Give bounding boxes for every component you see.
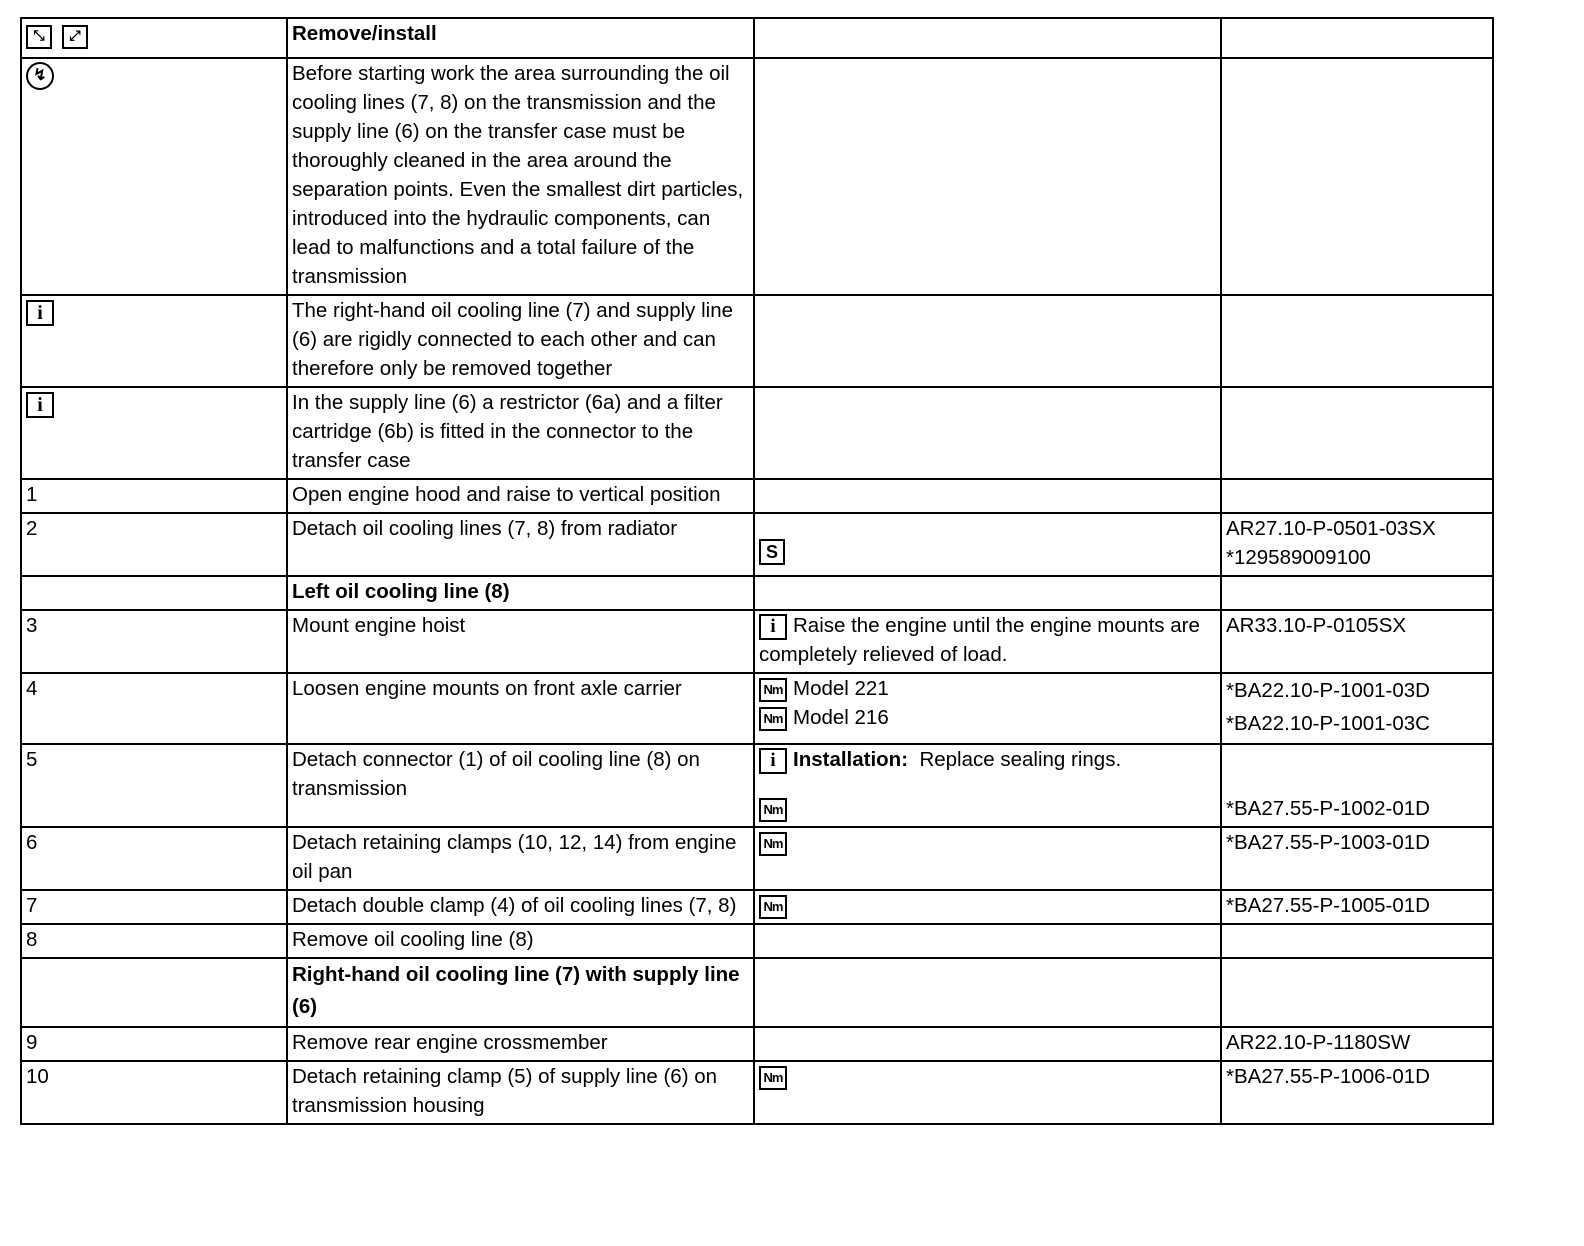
- empty-cell: [754, 387, 1221, 479]
- step-refs-cell: [1221, 673, 1493, 744]
- empty-cell: [754, 479, 1221, 513]
- step-number: 2: [21, 513, 287, 576]
- step-refs-cell: [1221, 610, 1493, 673]
- section-row: [21, 576, 1493, 610]
- step-number: 10: [21, 1061, 287, 1124]
- step-number: 6: [21, 827, 287, 890]
- step-row: [21, 1027, 1493, 1061]
- empty-cell: [1221, 387, 1493, 479]
- step-row: [21, 513, 1493, 576]
- torque-icon[interactable]: Nm: [759, 707, 787, 731]
- step-number: 7: [21, 890, 287, 924]
- empty-cell: [1221, 576, 1493, 610]
- step-row: [21, 1061, 1493, 1124]
- step-text: Remove rear engine crossmember: [287, 1027, 754, 1061]
- note-row: [21, 387, 1493, 479]
- step-text: Remove oil cooling line (8): [287, 924, 754, 958]
- step-number: 5: [21, 744, 287, 827]
- reference-link[interactable]: *BA27.55-P-1003-01D: [1226, 831, 1430, 854]
- step-row: [21, 890, 1493, 924]
- empty-cell: [21, 576, 287, 610]
- torque-icon[interactable]: Nm: [759, 1066, 787, 1090]
- empty-cell: [1221, 58, 1493, 295]
- step-number: 9: [21, 1027, 287, 1061]
- step-row: [21, 479, 1493, 513]
- step-row: [21, 610, 1493, 673]
- procedure-table: [20, 17, 1494, 1125]
- step-number: 4: [21, 673, 287, 744]
- step-number: 3: [21, 610, 287, 673]
- info-icon: i: [759, 748, 787, 774]
- step-row: [21, 673, 1493, 744]
- reference-link[interactable]: AR27.10-P-0501-03SX: [1226, 517, 1436, 540]
- step-notes-cell: [754, 890, 1221, 924]
- empty-cell: [1221, 924, 1493, 958]
- step-text: Detach double clamp (4) of oil cooling lines (7, 8): [287, 890, 754, 924]
- torque-icon[interactable]: Nm: [759, 798, 787, 822]
- empty-cell: [754, 58, 1221, 295]
- reference-link[interactable]: AR33.10-P-0105SX: [1226, 614, 1407, 637]
- step-refs-cell: [1221, 1027, 1493, 1061]
- empty-cell: [21, 958, 287, 1027]
- step-row: [21, 924, 1493, 958]
- note-icon-cell: [21, 58, 287, 295]
- note-text: Before starting work the area surrounding the oil cooling lines (7, 8) on the transmission and the supply line (6) on the transfer case must be thoroughly cleaned in the area around the separation points. Even the smallest dirt particles, introduced into the hydraulic components, can lead to malfunctions and a total failure of the transmission: [287, 58, 754, 295]
- step-number: 1: [21, 479, 287, 513]
- step-refs-cell: [1221, 890, 1493, 924]
- header-empty-cell: [754, 18, 1221, 58]
- torque-icon[interactable]: Nm: [759, 678, 787, 702]
- step-text: Detach oil cooling lines (7, 8) from radiator: [287, 513, 754, 576]
- reference-link[interactable]: *BA27.55-P-1002-01D: [1226, 797, 1430, 820]
- step-refs-cell: [1221, 827, 1493, 890]
- step-notes-cell: [754, 610, 1221, 673]
- info-icon: i: [759, 614, 787, 640]
- spacer: [759, 514, 1216, 536]
- reference-link[interactable]: *BA27.55-P-1005-01D: [1226, 894, 1430, 917]
- step-text: Loosen engine mounts on front axle carrier: [287, 673, 754, 744]
- install-text: Replace sealing rings.: [919, 748, 1122, 771]
- note-row: [21, 295, 1493, 387]
- torque-line: [759, 703, 1216, 732]
- spacer: [759, 774, 1216, 794]
- empty-cell: [754, 576, 1221, 610]
- expand-icon[interactable]: ⤡: [26, 25, 52, 49]
- section-title: Right-hand oil cooling line (7) with supply line (6): [287, 958, 754, 1027]
- note-row: [21, 58, 1493, 295]
- empty-cell: [754, 958, 1221, 1027]
- step-text: Detach connector (1) of oil cooling line (8) on transmission: [287, 744, 754, 827]
- special-tool-icon[interactable]: S: [759, 539, 785, 565]
- step-row: [21, 827, 1493, 890]
- note-text: The right-hand oil cooling line (7) and supply line (6) are rigidly connected to each other and can therefore only be removed together: [287, 295, 754, 387]
- info-icon: i: [26, 392, 54, 418]
- torque-line: [759, 674, 1216, 703]
- step-notes-cell: [754, 1061, 1221, 1124]
- step-text: Detach retaining clamps (10, 12, 14) from engine oil pan: [287, 827, 754, 890]
- step-notes-cell: [754, 744, 1221, 827]
- header-title: Remove/install: [287, 18, 754, 58]
- reference-link[interactable]: AR22.10-P-1180SW: [1226, 1031, 1411, 1054]
- reference-link[interactable]: *129589009100: [1226, 546, 1371, 569]
- header-icons-cell: [21, 18, 287, 58]
- empty-cell: [754, 924, 1221, 958]
- reference-link[interactable]: *BA22.10-P-1001-03D: [1226, 679, 1430, 702]
- note-icon-cell: [21, 295, 287, 387]
- info-text: Raise the engine until the engine mounts are completely relieved of load.: [759, 614, 1200, 666]
- model-label: Model 216: [793, 706, 889, 729]
- empty-cell: [1221, 295, 1493, 387]
- note-text: In the supply line (6) a restrictor (6a) and a filter cartridge (6b) is fitted in the connector to the transfer case: [287, 387, 754, 479]
- step-text: Detach retaining clamp (5) of supply line (6) on transmission housing: [287, 1061, 754, 1124]
- install-note: [759, 745, 1216, 774]
- step-refs-cell: [1221, 1061, 1493, 1124]
- header-empty-cell: [1221, 18, 1493, 58]
- install-label: Installation:: [793, 748, 909, 771]
- section-title: Left oil cooling line (8): [287, 576, 754, 610]
- torque-icon[interactable]: Nm: [759, 832, 787, 856]
- step-refs-cell: [1221, 744, 1493, 827]
- step-number: 8: [21, 924, 287, 958]
- model-label: Model 221: [793, 677, 889, 700]
- empty-cell: [1221, 958, 1493, 1027]
- empty-cell: [1221, 479, 1493, 513]
- empty-cell: [754, 1027, 1221, 1061]
- collapse-icon[interactable]: ⤢: [62, 25, 88, 49]
- info-icon: i: [26, 300, 54, 326]
- section-row: [21, 958, 1493, 1027]
- header-row: [21, 18, 1493, 58]
- warning-icon: ↯: [26, 62, 54, 90]
- reference-link[interactable]: *BA27.55-P-1006-01D: [1226, 1065, 1430, 1088]
- step-notes-cell: [754, 513, 1221, 576]
- step-text: Open engine hood and raise to vertical position: [287, 479, 754, 513]
- spacer: [1226, 745, 1488, 794]
- reference-link[interactable]: *BA22.10-P-1001-03C: [1226, 712, 1430, 735]
- step-text: Mount engine hoist: [287, 610, 754, 673]
- note-icon-cell: [21, 387, 287, 479]
- step-row: [21, 744, 1493, 827]
- torque-icon[interactable]: Nm: [759, 895, 787, 919]
- step-notes-cell: [754, 673, 1221, 744]
- step-notes-cell: [754, 827, 1221, 890]
- step-refs-cell: [1221, 513, 1493, 576]
- empty-cell: [754, 295, 1221, 387]
